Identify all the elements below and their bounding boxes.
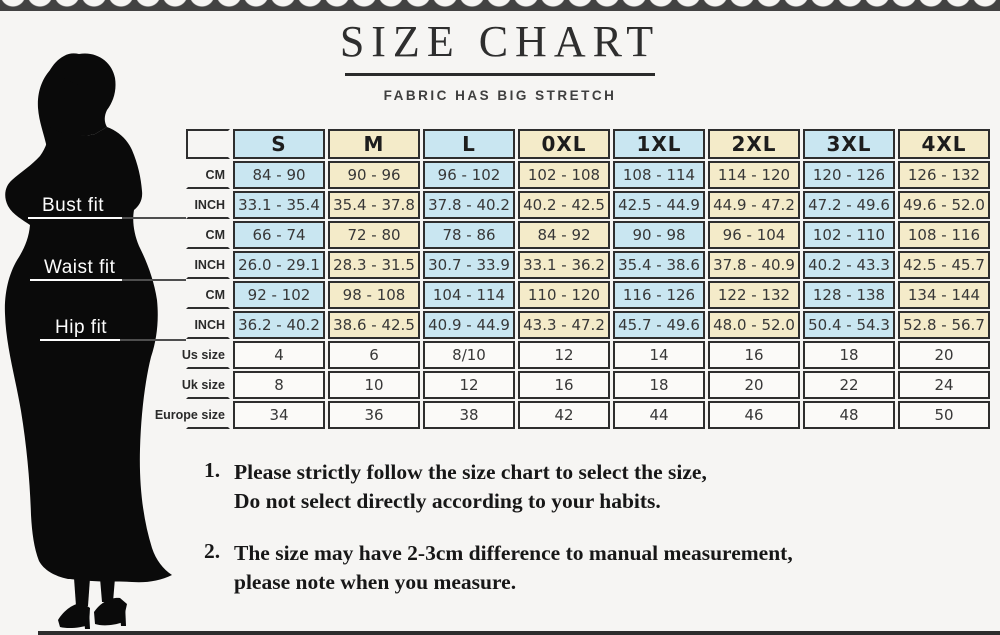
column-header-l: L bbox=[423, 129, 515, 159]
size-cell: 10 bbox=[328, 371, 420, 399]
row-label: INCH bbox=[194, 258, 225, 272]
page-title: SIZE CHART bbox=[339, 17, 661, 66]
size-cell: 116 - 126 bbox=[613, 281, 705, 309]
row-label-cell bbox=[186, 281, 230, 309]
size-cell: 134 - 144 bbox=[898, 281, 990, 309]
size-cell: 37.8 - 40.9 bbox=[708, 251, 800, 279]
row-label: INCH bbox=[194, 198, 225, 212]
note-2-text bbox=[234, 539, 793, 596]
size-cell: 126 - 132 bbox=[898, 161, 990, 189]
lace-edge-top bbox=[0, 0, 1000, 11]
table-row bbox=[186, 161, 990, 189]
size-cell: 18 bbox=[803, 341, 895, 369]
note-1-line-1: Please strictly follow the size chart to select the size, bbox=[234, 460, 707, 484]
size-cell: 43.3 - 47.2 bbox=[518, 311, 610, 339]
size-cell: 102 - 108 bbox=[518, 161, 610, 189]
row-label-cell bbox=[186, 161, 230, 189]
size-cell: 96 - 102 bbox=[423, 161, 515, 189]
size-cell: 72 - 80 bbox=[328, 221, 420, 249]
size-cell: 6 bbox=[328, 341, 420, 369]
table-row bbox=[186, 251, 990, 279]
size-cell: 20 bbox=[708, 371, 800, 399]
table-row bbox=[186, 191, 990, 219]
size-cell: 24 bbox=[898, 371, 990, 399]
size-table-body bbox=[154, 129, 990, 429]
size-cell: 84 - 90 bbox=[233, 161, 325, 189]
size-cell: 20 bbox=[898, 341, 990, 369]
column-header-0xl: 0XL bbox=[518, 129, 610, 159]
size-cell: 98 - 108 bbox=[328, 281, 420, 309]
note-1-number: 1. bbox=[204, 458, 221, 482]
row-label: Europe size bbox=[154, 408, 225, 422]
size-cell: 26.0 - 29.1 bbox=[233, 251, 325, 279]
size-table bbox=[154, 127, 993, 431]
size-cell: 108 - 116 bbox=[898, 221, 990, 249]
column-header-m: M bbox=[328, 129, 420, 159]
size-cell: 36 bbox=[328, 401, 420, 429]
size-cell: 8 bbox=[233, 371, 325, 399]
size-cell: 110 - 120 bbox=[518, 281, 610, 309]
size-cell: 40.9 - 44.9 bbox=[423, 311, 515, 339]
size-cell: 47.2 - 49.6 bbox=[803, 191, 895, 219]
size-cell: 36.2 - 40.2 bbox=[233, 311, 325, 339]
size-cell: 102 - 110 bbox=[803, 221, 895, 249]
size-cell: 28.3 - 31.5 bbox=[328, 251, 420, 279]
table-row bbox=[186, 341, 990, 369]
size-cell: 46 bbox=[708, 401, 800, 429]
row-label: CM bbox=[205, 168, 225, 182]
bottom-bar bbox=[38, 631, 1000, 635]
size-cell: 49.6 - 52.0 bbox=[898, 191, 990, 219]
size-cell: 33.1 - 36.2 bbox=[518, 251, 610, 279]
size-cell: 78 - 86 bbox=[423, 221, 515, 249]
size-cell: 34 bbox=[233, 401, 325, 429]
size-cell: 33.1 - 35.4 bbox=[233, 191, 325, 219]
size-cell: 66 - 74 bbox=[233, 221, 325, 249]
hip-fit-underline bbox=[40, 339, 120, 341]
size-cell: 12 bbox=[518, 341, 610, 369]
table-corner-cell bbox=[186, 129, 230, 159]
size-cell: 42.5 - 44.9 bbox=[613, 191, 705, 219]
table-row bbox=[186, 281, 990, 309]
size-cell: 42 bbox=[518, 401, 610, 429]
woman-silhouette bbox=[0, 50, 195, 635]
table-row bbox=[186, 311, 990, 339]
size-cell: 40.2 - 42.5 bbox=[518, 191, 610, 219]
size-cell: 45.7 - 49.6 bbox=[613, 311, 705, 339]
table-row bbox=[186, 221, 990, 249]
woman-silhouette-svg bbox=[0, 50, 195, 635]
column-header-3xl: 3XL bbox=[803, 129, 895, 159]
column-header-s: S bbox=[233, 129, 325, 159]
row-label-cell bbox=[186, 221, 230, 249]
column-header-2xl: 2XL bbox=[708, 129, 800, 159]
bust-fit-label: Bust fit bbox=[42, 195, 105, 216]
row-label-cell bbox=[186, 311, 230, 339]
table-row bbox=[186, 401, 990, 429]
bust-fit-underline bbox=[28, 217, 122, 219]
size-cell: 50 bbox=[898, 401, 990, 429]
size-cell: 44.9 - 47.2 bbox=[708, 191, 800, 219]
size-cell: 48 bbox=[803, 401, 895, 429]
size-cell: 42.5 - 45.7 bbox=[898, 251, 990, 279]
size-cell: 8/10 bbox=[423, 341, 515, 369]
note-2-line-1: The size may have 2-3cm difference to manual measurement, bbox=[234, 541, 793, 566]
row-label: Us size bbox=[181, 348, 225, 362]
subtitle: FABRIC HAS BIG STRETCH bbox=[383, 88, 617, 103]
row-label-cell bbox=[181, 341, 230, 369]
size-cell: 35.4 - 38.6 bbox=[613, 251, 705, 279]
size-cell: 35.4 - 37.8 bbox=[328, 191, 420, 219]
size-cell: 90 - 98 bbox=[613, 221, 705, 249]
notes bbox=[204, 458, 924, 620]
size-cell: 38.6 - 42.5 bbox=[328, 311, 420, 339]
size-cell: 128 - 138 bbox=[803, 281, 895, 309]
size-cell: 12 bbox=[423, 371, 515, 399]
note-1 bbox=[204, 458, 924, 515]
size-cell: 84 - 92 bbox=[518, 221, 610, 249]
size-cell: 92 - 102 bbox=[233, 281, 325, 309]
table-row bbox=[186, 371, 990, 399]
size-cell: 50.4 - 54.3 bbox=[803, 311, 895, 339]
size-cell: 96 - 104 bbox=[708, 221, 800, 249]
size-cell: 22 bbox=[803, 371, 895, 399]
size-cell: 16 bbox=[708, 341, 800, 369]
row-label: INCH bbox=[194, 318, 225, 332]
waist-fit-label: Waist fit bbox=[44, 257, 116, 278]
table-header-row bbox=[186, 129, 990, 159]
row-label: Uk size bbox=[181, 378, 225, 392]
column-header-4xl: 4XL bbox=[898, 129, 990, 159]
size-cell: 122 - 132 bbox=[708, 281, 800, 309]
note-2-line-2: please note when you measure. bbox=[234, 569, 517, 594]
size-cell: 30.7 - 33.9 bbox=[423, 251, 515, 279]
size-cell: 52.8 - 56.7 bbox=[898, 311, 990, 339]
note-1-line-2: Do not select directly according to your habits. bbox=[234, 488, 661, 513]
size-cell: 44 bbox=[613, 401, 705, 429]
hip-fit-label: Hip fit bbox=[55, 317, 108, 338]
size-cell: 14 bbox=[613, 341, 705, 369]
size-cell: 48.0 - 52.0 bbox=[708, 311, 800, 339]
size-cell: 18 bbox=[613, 371, 705, 399]
row-label-cell bbox=[186, 251, 230, 279]
bust-fit-connector-line bbox=[122, 217, 186, 219]
size-cell: 114 - 120 bbox=[708, 161, 800, 189]
hip-fit-connector-line bbox=[120, 339, 186, 341]
size-cell: 108 - 114 bbox=[613, 161, 705, 189]
column-header-1xl: 1XL bbox=[613, 129, 705, 159]
size-cell: 37.8 - 40.2 bbox=[423, 191, 515, 219]
title-underline bbox=[345, 73, 655, 76]
size-cell: 90 - 96 bbox=[328, 161, 420, 189]
note-1-text bbox=[234, 458, 707, 515]
waist-fit-connector-line bbox=[122, 279, 186, 281]
size-cell: 38 bbox=[423, 401, 515, 429]
size-cell: 4 bbox=[233, 341, 325, 369]
size-cell: 120 - 126 bbox=[803, 161, 895, 189]
size-cell: 16 bbox=[518, 371, 610, 399]
row-label: CM bbox=[205, 228, 225, 242]
note-2-number: 2. bbox=[204, 539, 221, 564]
row-label-cell bbox=[181, 371, 230, 399]
note-2 bbox=[204, 539, 924, 596]
row-label-cell bbox=[186, 191, 230, 219]
row-label: CM bbox=[205, 288, 225, 302]
row-label-cell bbox=[154, 401, 230, 429]
waist-fit-underline bbox=[30, 279, 122, 281]
size-cell: 104 - 114 bbox=[423, 281, 515, 309]
size-cell: 40.2 - 43.3 bbox=[803, 251, 895, 279]
